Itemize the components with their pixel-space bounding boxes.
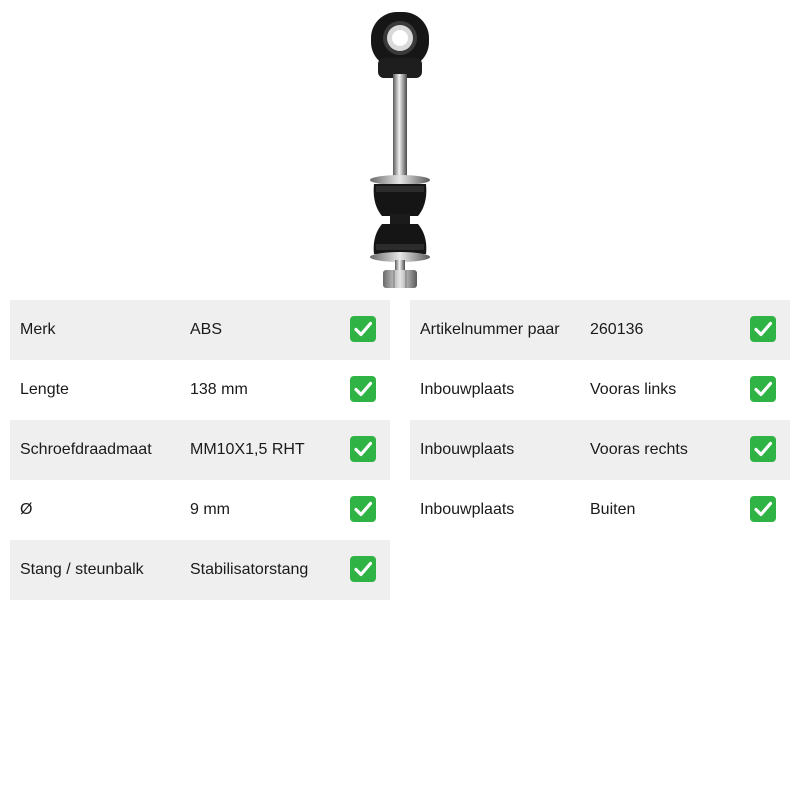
spec-table-right bbox=[410, 300, 790, 540]
spec-label: Merk bbox=[20, 321, 56, 338]
check-mark-icon bbox=[350, 496, 376, 522]
check-mark-icon bbox=[350, 376, 376, 402]
spec-value: Buiten bbox=[590, 501, 636, 518]
spec-label: Stang / steunbalk bbox=[20, 561, 144, 578]
spec-row-inbouwplaats-rechts bbox=[410, 420, 790, 480]
spec-row-lengte bbox=[10, 360, 390, 420]
spec-value: Vooras links bbox=[590, 381, 677, 398]
spec-value: MM10X1,5 RHT bbox=[190, 441, 305, 458]
spec-table-left bbox=[10, 300, 390, 600]
spec-row-stang bbox=[10, 540, 390, 600]
spec-row-diameter bbox=[10, 480, 390, 540]
spec-row-inbouwplaats-buiten bbox=[410, 480, 790, 540]
spec-value: 260136 bbox=[590, 321, 644, 338]
product-image bbox=[360, 8, 440, 292]
spec-value: ABS bbox=[190, 321, 223, 338]
check-mark-icon bbox=[750, 316, 776, 342]
spec-label: Schroefdraadmaat bbox=[20, 441, 152, 458]
spec-row-schroefdraadmaat bbox=[10, 420, 390, 480]
spec-label: Lengte bbox=[20, 381, 69, 398]
check-mark-icon bbox=[750, 376, 776, 402]
spec-row-artikelnummer bbox=[410, 300, 790, 360]
check-mark-icon bbox=[350, 436, 376, 462]
spec-label: Ø bbox=[20, 501, 33, 518]
spec-value: Stabilisatorstang bbox=[190, 561, 309, 578]
check-mark-icon bbox=[750, 436, 776, 462]
spec-row-inbouwplaats-links bbox=[410, 360, 790, 420]
spec-label: Inbouwplaats bbox=[420, 441, 515, 458]
spec-value: Vooras rechts bbox=[590, 441, 688, 458]
check-mark-icon bbox=[350, 556, 376, 582]
spec-value: 138 mm bbox=[190, 381, 248, 398]
spec-label: Artikelnummer paar bbox=[420, 321, 560, 338]
spec-label: Inbouwplaats bbox=[420, 381, 515, 398]
spec-label: Inbouwplaats bbox=[420, 501, 515, 518]
check-mark-icon bbox=[350, 316, 376, 342]
spec-row-merk bbox=[10, 300, 390, 360]
spec-value: 9 mm bbox=[190, 501, 230, 518]
check-mark-icon bbox=[750, 496, 776, 522]
